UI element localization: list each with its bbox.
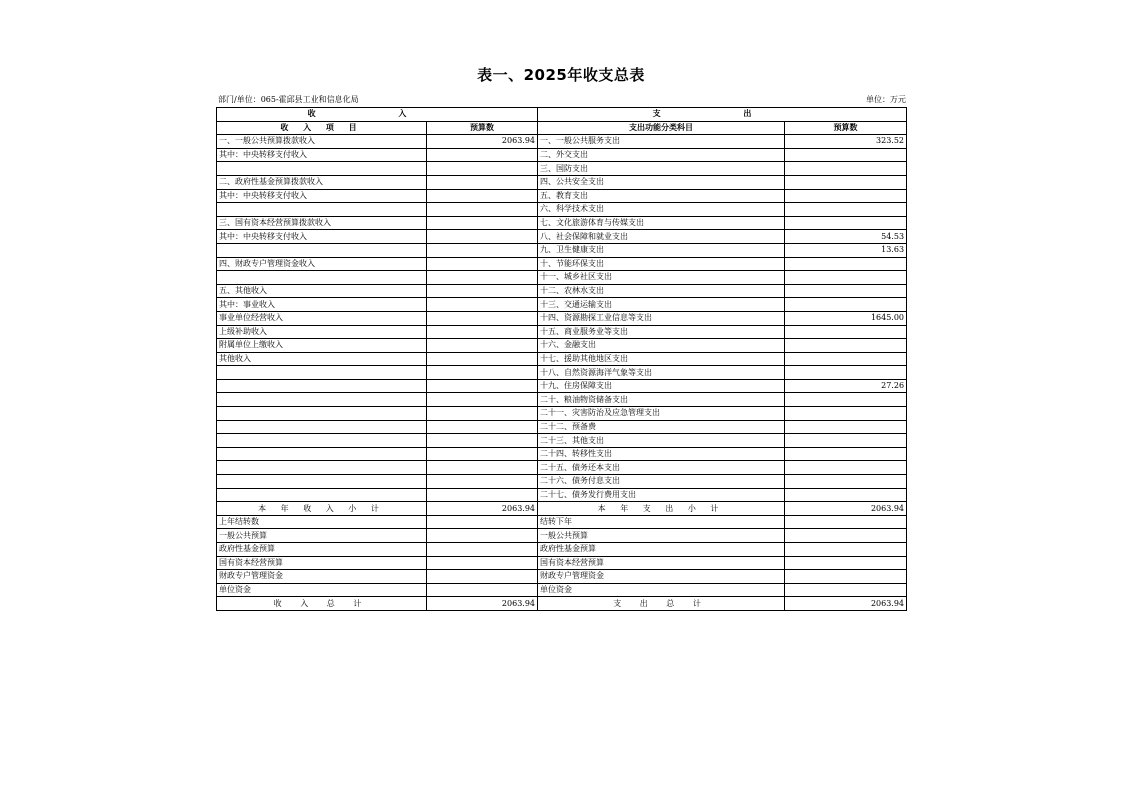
- carry-item-left: 一般公共预算: [217, 529, 427, 543]
- carry-item-right: 国有资本经营预算: [538, 556, 785, 570]
- expense-item-cell: 二十二、预备费: [538, 420, 785, 434]
- income-item-cell: [217, 461, 427, 475]
- carry-item-right: 政府性基金预算: [538, 543, 785, 557]
- expense-value-cell: [785, 175, 907, 189]
- expense-item-cell: 九、卫生健康支出: [538, 243, 785, 257]
- income-value-cell: [427, 420, 538, 434]
- expense-value-cell: [785, 257, 907, 271]
- table-row: [217, 420, 907, 434]
- expense-value-cell: [785, 488, 907, 502]
- expense-group-header: 支 出: [538, 108, 907, 122]
- table-row: [217, 447, 907, 461]
- income-item-cell: 五、其他收入: [217, 284, 427, 298]
- table-row: [217, 203, 907, 217]
- expense-value-cell: [785, 203, 907, 217]
- income-item-cell: [217, 447, 427, 461]
- expense-value-cell: [785, 407, 907, 421]
- expense-value-cell: [785, 298, 907, 312]
- expense-subtotal-label: 本 年 支 出 小 计: [538, 502, 785, 516]
- income-total-value: 2063.94: [427, 597, 538, 611]
- expense-item-cell: 四、公共安全支出: [538, 175, 785, 189]
- expense-item-cell: 五、教育支出: [538, 189, 785, 203]
- expense-item-cell: 三、国防支出: [538, 162, 785, 176]
- subtotal-row: [217, 502, 907, 516]
- income-item-cell: 其中：中央转移支付收入: [217, 148, 427, 162]
- income-item-cell: 三、国有资本经营预算拨款收入: [217, 216, 427, 230]
- income-value-cell: [427, 216, 538, 230]
- expense-value-cell: 54.53: [785, 230, 907, 244]
- table-row: [217, 284, 907, 298]
- income-value-cell: [427, 175, 538, 189]
- income-item-cell: [217, 366, 427, 380]
- expense-value-cell: [785, 447, 907, 461]
- income-item-cell: [217, 407, 427, 421]
- expense-value-cell: [785, 352, 907, 366]
- carry-header-row: [217, 515, 907, 529]
- table-row: [217, 488, 907, 502]
- carry-item-right: 一般公共预算: [538, 529, 785, 543]
- expense-value-cell: [785, 461, 907, 475]
- expense-item-cell: 七、文化旅游体育与传媒支出: [538, 216, 785, 230]
- expense-item-cell: 十、节能环保支出: [538, 257, 785, 271]
- expense-value-cell: [785, 366, 907, 380]
- total-row: [217, 597, 907, 611]
- carry-item-right: 财政专户管理资金: [538, 570, 785, 584]
- expense-value-cell: [785, 189, 907, 203]
- expense-value-cell: [785, 325, 907, 339]
- income-value-cell: [427, 447, 538, 461]
- carry-row: [217, 583, 907, 597]
- table-column-header: [217, 121, 907, 135]
- income-value-cell: [427, 189, 538, 203]
- income-item-cell: 其中：中央转移支付收入: [217, 189, 427, 203]
- unit-label: 单位：万元: [866, 95, 906, 104]
- expense-item-cell: 二十六、债务付息支出: [538, 475, 785, 489]
- table-row: [217, 311, 907, 325]
- expense-item-cell: 十八、自然资源海洋气象等支出: [538, 366, 785, 380]
- carry-item-right: 单位资金: [538, 583, 785, 597]
- table-row: [217, 475, 907, 489]
- income-value-cell: [427, 475, 538, 489]
- income-item-cell: 附属单位上缴收入: [217, 339, 427, 353]
- income-item-cell: 四、财政专户管理资金收入: [217, 257, 427, 271]
- carry-row: [217, 570, 907, 584]
- expense-subtotal-value: 2063.94: [785, 502, 907, 516]
- income-value-cell: [427, 379, 538, 393]
- income-value-cell: [427, 148, 538, 162]
- table-row: [217, 135, 907, 149]
- table-row: [217, 271, 907, 285]
- income-item-cell: [217, 162, 427, 176]
- table-row: [217, 216, 907, 230]
- income-item-cell: [217, 203, 427, 217]
- income-value-cell: [427, 271, 538, 285]
- expense-item-cell: 十七、援助其他地区支出: [538, 352, 785, 366]
- expense-item-cell: 十四、资源勘探工业信息等支出: [538, 311, 785, 325]
- expense-item-cell: 二十三、其他支出: [538, 434, 785, 448]
- table-row: [217, 298, 907, 312]
- income-value-cell: [427, 203, 538, 217]
- table-row: [217, 148, 907, 162]
- income-value-cell: [427, 352, 538, 366]
- income-value-cell: [427, 366, 538, 380]
- income-value-cell: [427, 298, 538, 312]
- income-item-cell: [217, 379, 427, 393]
- income-item-cell: 二、政府性基金预算拨款收入: [217, 175, 427, 189]
- expense-item-cell: 十五、商业服务业等支出: [538, 325, 785, 339]
- next-carry-value: [785, 515, 907, 529]
- expense-item-cell: 十二、农林水支出: [538, 284, 785, 298]
- table-summary: [217, 502, 907, 611]
- carry-item-left: 国有资本经营预算: [217, 556, 427, 570]
- table-row: [217, 461, 907, 475]
- income-total-label: 收 入 总 计: [217, 597, 427, 611]
- expense-item-cell: 二十七、债务发行费用支出: [538, 488, 785, 502]
- income-item-cell: 其他收入: [217, 352, 427, 366]
- next-carry-label: 结转下年: [538, 515, 785, 529]
- expense-item-cell: 八、社会保障和就业支出: [538, 230, 785, 244]
- income-value-cell: [427, 393, 538, 407]
- expense-value-cell: 27.26: [785, 379, 907, 393]
- prev-carry-value: [427, 515, 538, 529]
- table-row: [217, 434, 907, 448]
- table-row: [217, 379, 907, 393]
- income-item-cell: 事业单位经营收入: [217, 311, 427, 325]
- table-row: [217, 175, 907, 189]
- prev-carry-label: 上年结转数: [217, 515, 427, 529]
- expense-item-cell: 十九、住房保障支出: [538, 379, 785, 393]
- income-value-cell: [427, 243, 538, 257]
- expense-value-cell: 323.52: [785, 135, 907, 149]
- expense-total-label: 支 出 总 计: [538, 597, 785, 611]
- income-item-cell: [217, 393, 427, 407]
- expense-value-cell: [785, 148, 907, 162]
- expense-value-cell: [785, 284, 907, 298]
- expense-item-cell: 二、外交支出: [538, 148, 785, 162]
- income-item-cell: 其中：事业收入: [217, 298, 427, 312]
- expense-value-cell: [785, 339, 907, 353]
- table-row: [217, 189, 907, 203]
- income-subtotal-value: 2063.94: [427, 502, 538, 516]
- table-row: [217, 407, 907, 421]
- expense-value-cell: [785, 216, 907, 230]
- carry-item-left: 财政专户管理资金: [217, 570, 427, 584]
- income-value-cell: [427, 230, 538, 244]
- expense-value-cell: 1645.00: [785, 311, 907, 325]
- table-row: [217, 162, 907, 176]
- expense-value-cell: [785, 271, 907, 285]
- income-item-cell: [217, 420, 427, 434]
- income-value-cell: [427, 325, 538, 339]
- page-title: 表一、2025年收支总表: [477, 66, 645, 84]
- department-label: 部门/单位：065-霍邱县工业和信息化局: [218, 95, 359, 104]
- expense-item-header: 支出功能分类科目: [538, 121, 785, 135]
- income-value-cell: [427, 461, 538, 475]
- income-item-header: 收 入 项 目: [217, 121, 427, 135]
- expense-item-cell: 二十五、债务还本支出: [538, 461, 785, 475]
- income-value-cell: [427, 311, 538, 325]
- table-row: [217, 257, 907, 271]
- income-item-cell: [217, 243, 427, 257]
- income-item-cell: 其中：中央转移支付收入: [217, 230, 427, 244]
- carry-item-left: 单位资金: [217, 583, 427, 597]
- income-value-cell: [427, 488, 538, 502]
- expense-item-cell: 二十一、灾害防治及应急管理支出: [538, 407, 785, 421]
- income-value-cell: [427, 407, 538, 421]
- income-value-cell: 2063.94: [427, 135, 538, 149]
- table-row: [217, 339, 907, 353]
- income-subtotal-label: 本 年 收 入 小 计: [217, 502, 427, 516]
- expense-item-cell: 十三、交通运输支出: [538, 298, 785, 312]
- expense-item-cell: 六、科学技术支出: [538, 203, 785, 217]
- income-value-cell: [427, 257, 538, 271]
- income-item-cell: 一、一般公共预算拨款收入: [217, 135, 427, 149]
- table-group-header: [217, 108, 907, 122]
- expense-item-cell: 二十、粮油物资储备支出: [538, 393, 785, 407]
- expense-value-cell: [785, 434, 907, 448]
- income-item-cell: 上级补助收入: [217, 325, 427, 339]
- expense-value-cell: 13.63: [785, 243, 907, 257]
- income-item-cell: [217, 475, 427, 489]
- expense-total-value: 2063.94: [785, 597, 907, 611]
- carry-row: [217, 556, 907, 570]
- table-row: [217, 325, 907, 339]
- income-item-cell: [217, 271, 427, 285]
- expense-item-cell: 二十四、转移性支出: [538, 447, 785, 461]
- table-row: [217, 352, 907, 366]
- expense-item-cell: 十一、城乡社区支出: [538, 271, 785, 285]
- table-body: [217, 135, 907, 502]
- expense-value-cell: [785, 162, 907, 176]
- income-group-header: 收 入: [217, 108, 538, 122]
- expense-item-cell: 十六、金融支出: [538, 339, 785, 353]
- expense-budget-header: 预算数: [785, 121, 907, 135]
- expense-value-cell: [785, 420, 907, 434]
- table-row: [217, 366, 907, 380]
- income-value-cell: [427, 339, 538, 353]
- expense-value-cell: [785, 475, 907, 489]
- table-row: [217, 393, 907, 407]
- income-item-cell: [217, 488, 427, 502]
- table-row: [217, 230, 907, 244]
- table-row: [217, 243, 907, 257]
- expense-value-cell: [785, 393, 907, 407]
- carry-item-left: 政府性基金预算: [217, 543, 427, 557]
- income-value-cell: [427, 284, 538, 298]
- budget-summary-table: [216, 107, 907, 611]
- carry-row: [217, 543, 907, 557]
- income-item-cell: [217, 434, 427, 448]
- income-budget-header: 预算数: [427, 121, 538, 135]
- expense-item-cell: 一、一般公共服务支出: [538, 135, 785, 149]
- income-value-cell: [427, 162, 538, 176]
- income-value-cell: [427, 434, 538, 448]
- carry-row: [217, 529, 907, 543]
